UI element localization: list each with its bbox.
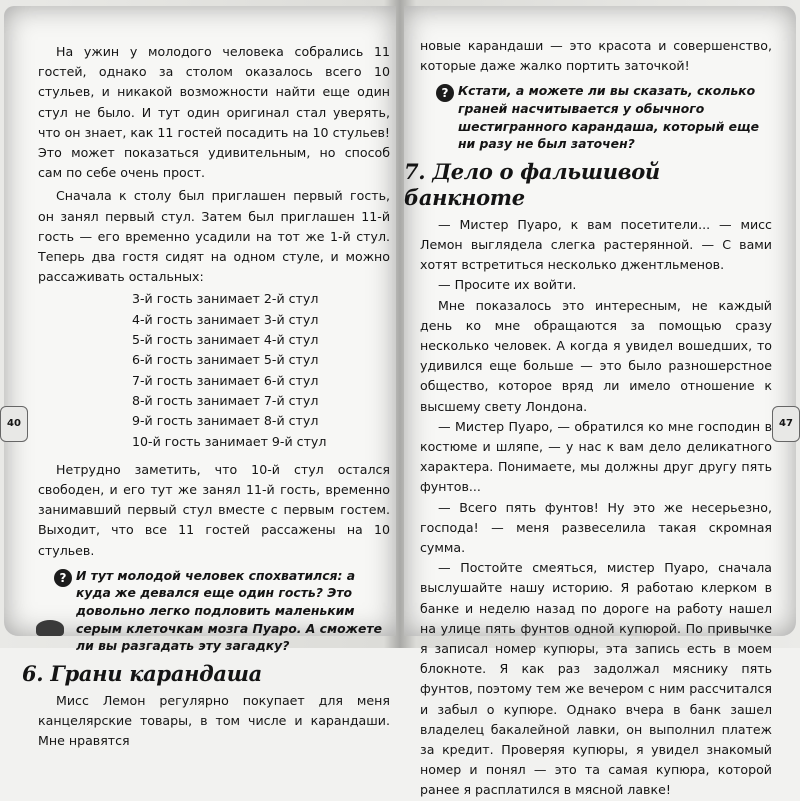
left-paragraph-3: Нетрудно заметить, что 10-й стул остался свободен, и его тут же занял 11-й гость, временно занимавший первый стул вместе с первым гостем. Выходит, что все 11 гостей рассажены на 10 стульев. bbox=[38, 461, 390, 558]
list-item: 8-й гость занимает 7-й стул bbox=[132, 392, 319, 408]
pipe-icon bbox=[36, 620, 64, 636]
left-question-text: И тут молодой человек спохватился: а куда же девался еще один гость? Это довольно легко подловить маленьким серым клеточкам мозга Пуаро. А сможете ли вы разгадать эту загадку? bbox=[76, 567, 382, 654]
right-page bbox=[404, 6, 796, 798]
question-circle-icon: ? bbox=[54, 569, 72, 587]
seating-list bbox=[38, 289, 390, 451]
list-item: 10-й гость занимает 9-й стул bbox=[132, 433, 327, 449]
left-paragraph-4: Мисс Лемон регулярно покупает для меня канцелярские товары, в том числе и карандаши. Мне нравятся bbox=[38, 692, 390, 749]
left-page-content bbox=[22, 42, 390, 751]
question-circle-icon: ? bbox=[436, 84, 454, 102]
right-paragraph: Мне показалось это интересным, не каждый день ко мне обращаются за помощью сразу несколько человек. А когда я увидел вошедших, то удивился еще больше — это было разношерстное общество, которое вряд ли имело отношение к высшему свету Лондона. bbox=[420, 297, 772, 414]
list-item: 5-й гость занимает 4-й стул bbox=[132, 332, 319, 348]
list-item: 3-й гость занимает 2-й стул bbox=[132, 291, 319, 307]
list-item: 4-й гость занимает 3-й стул bbox=[132, 311, 319, 327]
right-paragraph: — Просите их войти. bbox=[438, 277, 577, 293]
left-paragraph-1: На ужин у молодого человека собрались 11 гостей, однако за столом оказалось всего 10 стульев, и никакой возможности найти еще один стул не было. И тут один оригинал стал уверять, что он знает, как 11 гостей посадить на 10 стульев! Это может показаться удивительным, но способ сам по себе очень прост. bbox=[38, 44, 390, 181]
right-section-heading: 7. Дело о фальшивой банкноте bbox=[404, 158, 660, 210]
right-paragraph-1: новые карандаши — это красота и совершенство, которые даже жалко портить заточкой! bbox=[420, 38, 772, 74]
right-paragraph: — Всего пять фунтов! Ну это же несерьезно, господа! — меня развеселила такая скромная сумма. bbox=[420, 499, 772, 556]
left-page-number: 40 bbox=[0, 406, 28, 442]
left-paragraph-2: Сначала к столу был приглашен первый гость, он занял первый стул. Затем был приглашен 11-й гость — его временно усадили на тот же 1-й стул. Теперь два гостя сидят на одном стуле, и можно рассаживать остальных: bbox=[38, 188, 390, 285]
right-page-number: 47 bbox=[772, 406, 800, 442]
right-paragraph: — Постойте смеяться, мистер Пуаро, сначала выслушайте нашу историю. Я работаю клерком в банке и неделю назад по дороге на работу нашел на улице пять фунтов одной купюрой. По привычке я записал номер купюры, эта запись есть в моем блокноте. Я как раз задолжал мяснику пять фунтов, поэтому тем же вечером с ним рассчитался и забыл о купюре. Однако вчера в банк зашел владелец бакалейной лавки, он выполнил платеж за кредит. Проверяя купюры, я увидел знакомый номер и понял — это та самая купюра, которой ранее я расплатился в мясной лавке! bbox=[420, 560, 772, 798]
right-paragraph: — Мистер Пуаро, к вам посетители... — мисс Лемон выглядела слегка растерянной. — С вами хотят встретиться несколько джентльменов. bbox=[420, 216, 772, 273]
left-question bbox=[58, 567, 390, 655]
right-question-text: Кстати, а можете ли вы сказать, сколько граней насчитывается у обычного шестигранного карандаша, который еще ни разу не был заточен? bbox=[458, 83, 760, 152]
list-item: 6-й гость занимает 5-й стул bbox=[132, 352, 319, 368]
list-item: 9-й гость занимает 8-й стул bbox=[132, 413, 319, 429]
left-page bbox=[4, 6, 396, 749]
list-item: 7-й гость занимает 6-й стул bbox=[132, 372, 319, 388]
right-question bbox=[440, 82, 772, 152]
right-paragraph: — Мистер Пуаро, — обратился ко мне господин в костюме и шляпе, — у нас к вам дело деликатного характера. Понимаете, мы должны друг другу пять фунтов... bbox=[420, 418, 772, 495]
left-section-heading: 6. Грани карандаша bbox=[22, 660, 262, 686]
right-page-content bbox=[404, 36, 772, 801]
